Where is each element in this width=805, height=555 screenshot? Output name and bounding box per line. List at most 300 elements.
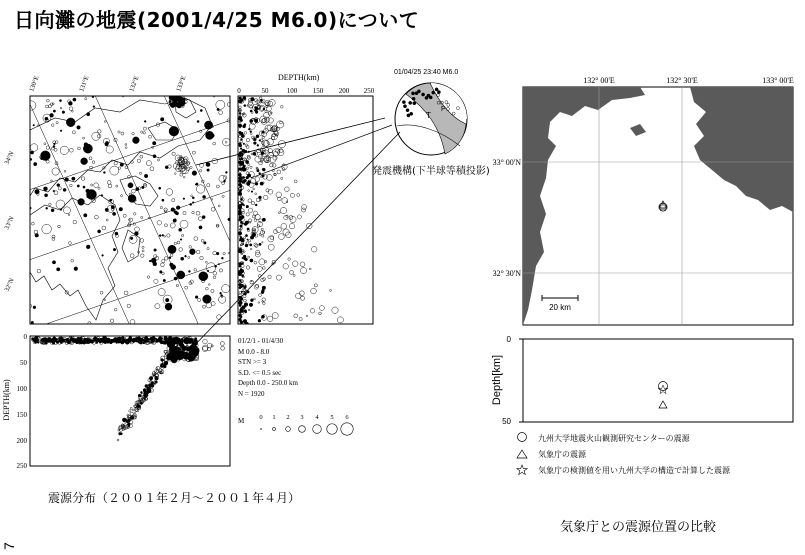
magnitude-legend-value: 6 [345,414,349,421]
epicenter-dot [170,263,174,267]
depth-axis-title: DEPTH(km) [278,73,320,82]
lat-label-32: 32°N [3,277,16,293]
depth-tick: 100 [16,385,27,393]
scale-label: 20 km [549,303,571,312]
epicenter-dot [180,239,182,241]
epicenter-dot [165,166,168,169]
epicenter-dot [247,228,249,230]
epicenter-dot [128,183,133,188]
epicenter-dot [45,117,48,120]
epicenter-dot [240,148,242,150]
epicenter-dot [406,109,409,112]
magnitude-legend-circle [273,428,276,431]
epicenter-dot [256,135,259,138]
epicenter-dot [117,339,120,342]
lon-tick: 133° 00'E [762,76,794,85]
epicenter-dot [240,315,242,317]
epicenter-dot [154,249,157,252]
epicenter-dot [247,239,248,240]
epicenter-dot [262,286,266,290]
epicenter-dot [206,162,210,166]
epicenter-dot [60,341,62,343]
epicenter-dot [33,124,35,126]
epicenter-dot [169,257,171,259]
epicenter-dot [259,243,261,245]
epicenter-dot [243,286,246,289]
epicenter-dot [253,142,256,145]
epicenter-dot [240,138,242,140]
depth-axis-title-right: Depth[km] [491,354,503,406]
epicenter-dot [184,337,190,343]
epicenter-dot [179,228,182,231]
epicenter-dot [238,272,241,275]
depth-tick: 250 [16,462,27,470]
epicenter-dot [417,90,420,93]
magnitude-legend-circle [327,424,338,435]
epicenter-dot [178,102,181,105]
epicenter-dot [155,381,158,384]
epicenter-dot [98,338,100,340]
epicenter-dot [45,338,47,340]
epicenter-dot [257,144,259,146]
lon-label-132: 132°E [128,74,141,93]
epicenter-dot [238,249,242,253]
epicenter-dot [93,339,95,341]
lat-label-34: 34°N [3,150,16,166]
epicenter-dot [52,341,53,342]
lon-label-133: 133°E [175,74,188,93]
epicenter-dot [73,98,76,101]
epicenter-dot [207,270,209,272]
epicenter-dot [77,185,79,187]
epicenter-dot [239,112,241,114]
epicenter-dot [48,338,52,342]
epicenter-dot [249,303,253,307]
epicenter-dot [53,110,55,112]
lat-tick: 32° 30'N [492,269,521,278]
epicenter-dot [261,291,264,294]
epicenter-dot [182,352,189,359]
epicenter-dot [183,198,185,200]
mechanism-caption: 発震機構(下半球等積投影) [372,166,490,177]
epicenter-dot [195,184,197,186]
depth-tick: 200 [16,437,27,445]
epicenter-dot [169,126,179,136]
epicenter-dot [220,292,222,294]
epicenter-dot [245,258,248,261]
epicenter-dot [238,173,241,176]
epicenter-dot [59,100,61,102]
epicenter-dot [163,279,166,282]
epicenter-dot [192,202,194,204]
epicenter-dot [166,356,170,360]
epicenter-dot [199,226,202,229]
epicenter-dot [242,244,243,245]
epicenter-dot [160,117,164,121]
depth-tick: 100 [286,87,298,95]
epicenter-dot [239,285,242,288]
magnitude-legend-circle [261,429,262,430]
epicenter-dot [435,88,438,91]
epicenter-dot [34,162,37,165]
page-title: 日向灘の地震(2001/4/25 M6.0)について [14,8,420,32]
epicenter-dot [129,340,131,342]
magnitude-legend-value: 0 [259,414,263,421]
epicenter-dot [244,105,246,107]
epicenter-dot [41,339,44,342]
epicenter-dot [412,97,415,100]
epicenter-dot [262,168,265,171]
epicenter-dot [437,91,440,94]
stats-block [238,336,298,399]
epicenter-dot [250,299,253,302]
epicenter-dot [246,205,249,208]
depth-tick: 0 [506,335,511,344]
epicenter-dot [100,339,102,341]
epicenter-dot [250,131,252,133]
svg-text:P: P [441,106,446,113]
depth-tick: 50 [261,87,269,95]
epicenter-dot [169,103,172,106]
epicenter-dot [126,420,129,423]
epicenter-dot [255,204,257,206]
epicenter-dot [53,190,55,192]
magnitude-legend-value: 4 [315,414,319,421]
epicenter-dot [202,216,205,219]
epicenter-dot [241,203,243,205]
epicenter-dot [245,244,248,247]
epicenter-dot [77,126,81,130]
epicenter-dot [44,187,48,191]
epicenter-dot [66,339,69,342]
magnitude-legend-value: 2 [286,414,290,421]
epicenter-dot [203,295,212,304]
legend-label-circle: 九州大学地震火山観測研究センターの震源 [538,434,690,443]
magnitude-legend-circle [286,427,291,432]
epicenter-dot [95,338,97,340]
epicenter-dot [151,258,156,263]
epicenter-dot [207,169,210,172]
epicenter-dot [79,339,81,341]
epicenter-dot [133,137,140,144]
epicenter-dot [160,341,162,343]
epicenter-dot [189,352,192,355]
epicenter-dot [192,171,197,176]
depth-section-horizontal [2,333,230,470]
epicenter-dot [254,106,256,108]
epicenter-dot [174,355,179,360]
stats-line: 01/2/1 - 01/4/30 [238,337,284,345]
mechanism-header: 01/04/25 23:40 M6.0 [394,69,459,76]
epicenter-dot [112,212,115,215]
epicenter-dot [174,211,177,214]
epicenter-dot [159,235,161,237]
epicenter-dot [128,195,136,203]
epicenter-dot [192,197,194,199]
epicenter-dot [241,161,244,164]
epicenter-dot [102,340,105,343]
epicenter-dot [239,311,241,313]
lon-label-130: 130°E [28,74,41,93]
epicenter-dot [239,189,241,191]
epicenter-dot [189,249,195,255]
epicenter-dot [242,168,245,171]
lon-tick: 132° 00'E [583,76,615,85]
magnitude-legend-label: M [238,417,245,425]
epicenter-dot [29,207,31,209]
epicenter-dot [195,296,198,299]
epicenter-dot [51,209,54,212]
depth-tick: 250 [363,87,375,95]
depth-tick: 50 [502,417,511,426]
epicenter-dot [101,195,103,197]
epicenter-dot [246,176,249,179]
epicenter-dot [119,432,122,435]
epicenter-dot [244,305,246,307]
epicenter-dot [113,339,116,342]
epicenter-dot [115,232,118,235]
legend-label-star: 気象庁の検測値を用い九州大学の構造で計算した震源 [538,466,730,475]
depth-tick: 0 [237,87,241,95]
epicenter-dot [149,260,151,262]
epicenter-dot [177,271,185,279]
epicenter-dot [239,262,242,265]
epicenter-dot [188,270,190,272]
epicenter-dot [244,311,246,313]
epicenter-dot [84,214,88,218]
depth-tick: 150 [312,87,324,95]
epicenter-dot [78,199,85,206]
magnitude-legend-value: 5 [330,414,334,421]
depth-axis-title-vertical: DEPTH(km) [2,379,11,421]
magnitude-legend-circle [299,426,306,433]
epicenter-dot [432,91,435,94]
epicenter-dot [240,225,243,228]
epicenter-dot [411,92,414,95]
epicenter-dot [33,306,36,309]
epicenter-dot [72,177,75,180]
epicenter-dot [243,255,246,258]
symbol-legend [517,433,527,475]
epicenter-dot [31,151,34,154]
epicenter-dot [87,113,90,116]
legend-circle-icon [518,433,527,442]
epicenter-dot [165,303,172,310]
epicenter-dot [239,131,241,133]
epicenter-dot [239,144,242,147]
epicenter-dot [239,168,242,171]
epicenter-dot [176,206,180,210]
epicenter-dot [66,118,75,127]
epicenter-dot [83,144,92,153]
epicenter-dot [83,186,85,188]
epicenter-dot [106,339,108,341]
epicenter-dot [144,392,147,395]
epicenter-dot [162,234,164,236]
epicenter-dot [429,96,432,99]
epicenter-dot [93,106,95,108]
epicenter-dot [57,184,60,187]
epicenter-dot [204,242,207,245]
epicenter-dot [211,134,215,138]
magnitude-legend-value: 1 [272,414,276,421]
epicenter-dot [402,101,405,104]
epicenter-dot [199,272,208,281]
stats-line: STN >= 3 [238,358,267,366]
epicenter-dot [200,109,202,111]
right-caption: 気象庁との震源位置の比較 [560,520,717,535]
epicenter-dot [241,238,245,242]
magnitude-legend-circle [341,423,353,435]
stats-line: M 0.0 - 8.0 [238,347,270,356]
comparison-depth-section [491,335,793,426]
epicenter-dot [165,298,169,302]
epicenter-dot [155,376,157,378]
stats-line: Depth 0.0 - 250.0 km [238,379,298,387]
epicenter-dot [245,234,247,236]
epicenter-dot [35,233,39,237]
lon-label-131: 131°E [78,74,91,93]
epicenter-dot [244,179,247,182]
left-caption: 震源分布（２００１年２月〜２００１年４月） [48,491,301,505]
epicenter-dot [92,96,94,98]
epicenter-dot [243,97,246,100]
epicenter-dot [65,178,69,182]
epicenter-dot [241,309,243,311]
epicenter-dot [238,205,241,208]
epicenter-dot [250,259,253,262]
epicenter-dot [259,196,262,199]
epicenter-dot [86,189,90,193]
lat-label-33: 33°N [3,215,16,231]
svg-text:T: T [426,111,431,120]
epicenter-dot [242,217,244,219]
epicenter-dot [120,163,124,167]
epicenter-dot [140,391,142,393]
epicenter-dot [52,261,55,264]
comparison-map [493,76,794,325]
epicenter-dot [102,255,104,257]
epicenter-dot [190,203,192,205]
epicenter-dot [60,130,62,132]
epicenter-dot [197,120,199,122]
epicenter-dot [181,257,184,260]
epicenter-dot [258,319,261,322]
epicenter-dot [403,105,406,108]
epicenter-dot [162,199,164,201]
epicenter-dot [243,319,247,323]
epicenter-dot [120,337,122,339]
epicenter-dot [86,245,90,249]
epicenter-dot [98,230,101,233]
stats-line: N = 1920 [238,389,265,398]
epicenter-dot [239,179,242,182]
epicenter-dot [150,341,152,343]
epicenter-dot [63,188,66,191]
epicenter-dot [174,277,177,280]
epicenter-dot [242,223,244,225]
epicenter-dot [96,342,98,344]
epicenter-dot [41,151,51,161]
epicenter-dot [239,97,241,99]
epicenter-dot [251,191,253,193]
epicenter-dot [243,143,245,145]
scale-bar [539,295,579,312]
epicenter-dot [159,187,161,189]
depth-tick: 150 [16,411,27,419]
epicenter-dot [153,155,156,158]
legend-label-triangle: 気象庁の震源 [538,450,586,459]
epicenter-dot [103,172,105,174]
lon-tick: 132° 30'E [666,76,698,85]
epicenter-dot [138,394,141,397]
epicenter-dot [146,338,148,340]
epicenter-dot [136,187,139,190]
epicenter-dot [155,338,157,340]
epicenter-dot [152,141,156,145]
epicenter-dot [216,252,219,255]
epicenter-dot [239,304,241,306]
epicenter-dot [250,236,254,240]
epicenter-dot [140,402,142,404]
epicenter-dot [225,171,227,173]
depth-tick: 50 [20,359,27,367]
epicenter-dot [81,158,88,165]
epicenter-dot [409,101,412,104]
legend-triangle-icon [517,450,527,458]
epicenter-dot [46,207,48,209]
epicenter-dot [167,341,174,348]
epicenter-dot [31,321,34,324]
epicenter-dot [223,180,225,182]
epicenter-dot [142,186,145,189]
epicenter-dot [62,111,65,114]
epicenter-dot [50,113,54,117]
stats-line: S.D. <= 0.5 sec [238,368,282,377]
focal-mechanism [394,69,467,155]
epicenter-dot [203,195,206,198]
epicenter-dot [410,112,413,115]
depth-tick: 200 [338,87,350,95]
epicenter-dot [144,120,146,122]
legend-labels [538,431,730,479]
magnitude-legend-value: 3 [300,414,304,421]
epicenter-dot [204,121,212,129]
epicenter-dot [56,268,59,271]
epicenter-dot [185,255,187,257]
epicenter-dot [44,194,47,197]
page-number: 7 [1,542,17,550]
epicenter-dot [262,218,265,221]
epicenter-dot [36,341,38,343]
epicenter-dot [244,223,247,226]
epicenter-dot [422,93,425,96]
epicenter-dot [134,232,138,236]
epicenter-dot [119,207,123,211]
epicenter-dot [243,125,246,128]
depth-tick: 0 [23,333,27,341]
epicenter-dot [177,95,181,99]
epicenter-dot [239,183,242,186]
epicenter-dot [221,257,223,259]
legend-star-icon [517,465,527,475]
epicenter-dot [413,102,416,105]
magnitude-legend [238,414,353,435]
magnitude-legend-circle [313,425,322,434]
epicenter-dot [128,425,130,427]
depth-section-vertical [237,73,375,326]
epicenter-dot [249,244,251,246]
